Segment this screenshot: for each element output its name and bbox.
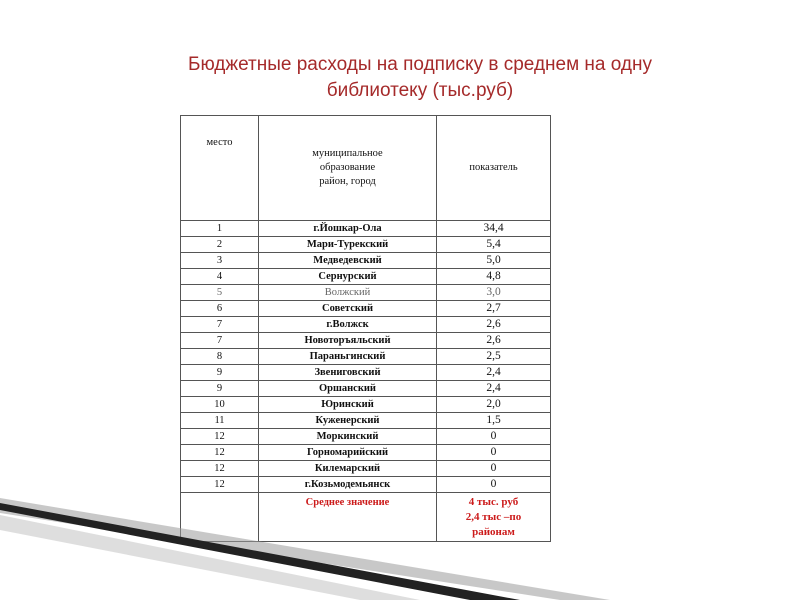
row-place: 11 [181,413,259,429]
row-place: 12 [181,445,259,461]
row-name: г.Козьмодемьянск [259,477,437,493]
row-name: Юринский [259,397,437,413]
row-value: 0 [437,429,551,445]
row-place: 9 [181,381,259,397]
row-place: 3 [181,253,259,269]
row-value: 3,0 [437,285,551,301]
row-name: Горномарийский [259,445,437,461]
row-value: 2,5 [437,349,551,365]
row-value: 2,7 [437,301,551,317]
row-name: г.Волжск [259,317,437,333]
row-value: 34,4 [437,221,551,237]
row-value: 2,0 [437,397,551,413]
header-municipality-line-3: район, город [319,176,376,187]
row-name: Параньгинский [259,349,437,365]
row-place: 12 [181,461,259,477]
row-name: Сернурский [259,269,437,285]
row-place: 8 [181,349,259,365]
row-value: 5,0 [437,253,551,269]
row-value: 1,5 [437,413,551,429]
row-place: 4 [181,269,259,285]
row-place: 7 [181,317,259,333]
row-name: Килемарский [259,461,437,477]
header-municipality-line-1: муниципальное [312,148,383,159]
row-value: 0 [437,461,551,477]
row-value: 2,6 [437,333,551,349]
row-name: Волжский [259,285,437,301]
row-name: Моркинский [259,429,437,445]
row-name: Медведевский [259,253,437,269]
header-value: показатель [437,116,551,221]
row-value: 2,4 [437,381,551,397]
row-value: 0 [437,477,551,493]
row-name: Новоторъяльский [259,333,437,349]
row-place: 6 [181,301,259,317]
row-place: 12 [181,429,259,445]
row-value: 4,8 [437,269,551,285]
row-place: 7 [181,333,259,349]
row-place: 2 [181,237,259,253]
row-name: Советский [259,301,437,317]
header-municipality-line-2: образование [319,162,376,173]
average-label: Среднее значение [259,493,437,542]
row-place: 9 [181,365,259,381]
title-line-2: библиотеку (тыс.руб) [326,80,514,101]
row-place: 1 [181,221,259,237]
row-name: Оршанский [259,381,437,397]
average-value-line-3: районам [472,526,515,538]
row-name: г.Йошкар-Ола [259,221,437,237]
title-line-1: Бюджетные расходы на подписку в среднем на одну [187,54,653,75]
header-place: место [181,116,259,221]
row-value: 2,6 [437,317,551,333]
row-place: 10 [181,397,259,413]
row-place: 12 [181,477,259,493]
average-value-line-1: 4 тыс. руб [468,496,519,508]
row-name: Мари-Турекский [259,237,437,253]
row-value: 0 [437,445,551,461]
row-place: 5 [181,285,259,301]
row-value: 2,4 [437,365,551,381]
row-value: 5,4 [437,237,551,253]
row-name: Звениговский [259,365,437,381]
average-value-line-2: 2,4 тыс –по [465,511,522,523]
row-name: Куженерский [259,413,437,429]
